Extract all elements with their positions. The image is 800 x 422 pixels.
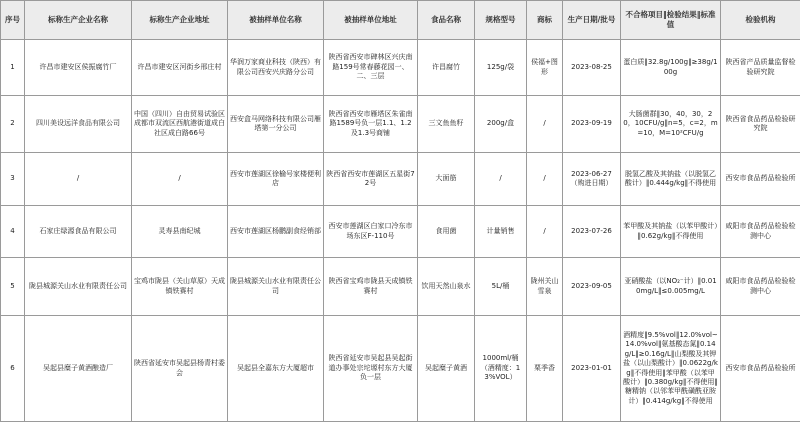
cell-brand: /	[527, 206, 563, 258]
cell-spec: /	[475, 153, 527, 206]
cell-sampled-address: 陕西省延安市吴起县吴起街道办事处宗坨塬村东方大厦负一层	[324, 316, 418, 422]
cell-sampled-address: 陕西省宝鸡市陇县天成镇铁赛村	[324, 258, 418, 316]
cell-food: 许昌腐竹	[418, 40, 475, 96]
header-producer-address: 标称生产企业地址	[132, 1, 228, 40]
cell-index: 2	[1, 96, 25, 153]
cell-date: 2023-06-27（购进日期）	[563, 153, 621, 206]
cell-food: 大面筋	[418, 153, 475, 206]
cell-food: 食用菌	[418, 206, 475, 258]
cell-spec: 200g/盒	[475, 96, 527, 153]
cell-producer-address: /	[132, 153, 228, 206]
cell-index: 4	[1, 206, 25, 258]
cell-sampled-address: 陕西省西安市莲湖区五星街72号	[324, 153, 418, 206]
table-row	[1, 40, 800, 96]
cell-producer: 陇县城源关山水业有限责任公司	[25, 258, 132, 316]
cell-spec: 1000ml/桶（酒精度：13%VOL）	[475, 316, 527, 422]
header-date: 生产日期/批号	[563, 1, 621, 40]
cell-failed-item: 大肠菌群‖30，40，30，20，10CFU/g‖n=5，c=2，m=10，M=10²CFU/g	[621, 96, 721, 153]
cell-index: 5	[1, 258, 25, 316]
cell-date: 2023-09-19	[563, 96, 621, 153]
table-row	[1, 316, 800, 422]
cell-sampled-unit: 西安市莲湖区徐榆号家楼便利店	[228, 153, 324, 206]
cell-food: 吴起糜子黄酒	[418, 316, 475, 422]
cell-agency: 咸阳市食品药品检验检测中心	[721, 258, 800, 316]
header-sampled-address: 被抽样单位地址	[324, 1, 418, 40]
cell-sampled-address: 陕西省西安市碑林区兴庆南路159号常春藤花园一、二、三层	[324, 40, 418, 96]
cell-index: 3	[1, 153, 25, 206]
cell-sampled-address: 陕西省西安市雁塔区朱雀南路1589号负一层1.1、1.2及1.3号商铺	[324, 96, 418, 153]
cell-producer: 吴起县糜子黄酒酿造厂	[25, 316, 132, 422]
cell-producer-address: 宝鸡市陇县（关山草原）天成镇铁赛村	[132, 258, 228, 316]
cell-brand: /	[527, 96, 563, 153]
cell-producer-address: 灵寿县南纪城	[132, 206, 228, 258]
cell-date: 2023-01-01	[563, 316, 621, 422]
header-sampled-unit: 被抽样单位名称	[228, 1, 324, 40]
cell-agency: 咸阳市食品药品检验检测中心	[721, 206, 800, 258]
cell-producer-address: 许昌市建安区河街乡邢庄村	[132, 40, 228, 96]
cell-agency: 陕西省产品质量监督检验研究院	[721, 40, 800, 96]
cell-sampled-unit: 吴起县全嘉东方大厦超市	[228, 316, 324, 422]
header-brand: 商标	[527, 1, 563, 40]
cell-producer: 四川美设远洋食品有限公司	[25, 96, 132, 153]
table-row	[1, 258, 800, 316]
cell-producer-address: 中国（四川）自由贸易试验区成都市双流区西航港街道成白社区成白路66号	[132, 96, 228, 153]
cell-date: 2023-08-25	[563, 40, 621, 96]
cell-producer: /	[25, 153, 132, 206]
cell-agency: 西安市食品药品检验所	[721, 153, 800, 206]
table-row	[1, 206, 800, 258]
cell-failed-item: 脱氢乙酸及其钠盐（以脱氢乙酸计）‖0.444g/kg‖不得使用	[621, 153, 721, 206]
cell-food: 三文鱼鱼籽	[418, 96, 475, 153]
cell-sampled-unit: 西安市莲湖区杨鹏副食经销部	[228, 206, 324, 258]
cell-date: 2023-07-26	[563, 206, 621, 258]
cell-failed-item: 亚硝酸盐（以NO₂⁻计）‖0.010mg/L‖≤0.005mg/L	[621, 258, 721, 316]
cell-brand: 陇州关山雪泉	[527, 258, 563, 316]
cell-index: 6	[1, 316, 25, 422]
table-body	[1, 40, 800, 422]
cell-producer: 石家庄绿源食品有限公司	[25, 206, 132, 258]
cell-failed-item: 酒精度‖9.5%vol‖12.0%vol~14.0%vol‖氨基酸态氮‖0.14g/L‖≥0.16g/L‖山梨酸及其钾盐（以山梨酸计）‖0.0622g/kg‖不得使用‖苯甲酸（以苯甲酸计）‖0.380g/kg‖不得使用‖糖精钠（以邻苯甲酰磺酰亚胺计）‖0.414g/kg‖不得使用	[621, 316, 721, 422]
cell-food: 饮用天然山泉水	[418, 258, 475, 316]
cell-agency: 西安市食品药品检验所	[721, 316, 800, 422]
cell-spec: 计量销售	[475, 206, 527, 258]
cell-sampled-unit: 华润万家商业科技（陕西）有限公司西安兴庆路分公司	[228, 40, 324, 96]
cell-sampled-unit: 西安盒马网络科技有限公司雁塔第一分公司	[228, 96, 324, 153]
table-row	[1, 153, 800, 206]
header-index: 序号	[1, 1, 25, 40]
cell-failed-item: 苯甲酸及其钠盐（以苯甲酸计）‖0.62g/kg‖不得使用	[621, 206, 721, 258]
cell-agency: 陕西省食品药品检验研究院	[721, 96, 800, 153]
header-agency: 检验机构	[721, 1, 800, 40]
cell-spec: 5L/桶	[475, 258, 527, 316]
cell-failed-item: 蛋白质‖32.8g/100g‖≥38g/100g	[621, 40, 721, 96]
cell-date: 2023-09-05	[563, 258, 621, 316]
header-failed-item: 不合格项目‖检验结果‖标准值	[621, 1, 721, 40]
header-food-name: 食品名称	[418, 1, 475, 40]
header-producer-name: 标称生产企业名称	[25, 1, 132, 40]
cell-index: 1	[1, 40, 25, 96]
cell-brand: 栗季香	[527, 316, 563, 422]
table-row	[1, 96, 800, 153]
cell-brand: /	[527, 153, 563, 206]
cell-spec: 125g/袋	[475, 40, 527, 96]
cell-producer-address: 陕西省延安市吴起县杨青村委会	[132, 316, 228, 422]
cell-brand: 侯福+图形	[527, 40, 563, 96]
header-spec: 规格型号	[475, 1, 527, 40]
cell-sampled-unit: 陇县城源关山水业有限责任公司	[228, 258, 324, 316]
cell-producer: 许昌市建安区侯振腐竹厂	[25, 40, 132, 96]
cell-sampled-address: 西安市莲湖区白家口冷东市场东区F-110号	[324, 206, 418, 258]
table-header	[1, 1, 800, 40]
